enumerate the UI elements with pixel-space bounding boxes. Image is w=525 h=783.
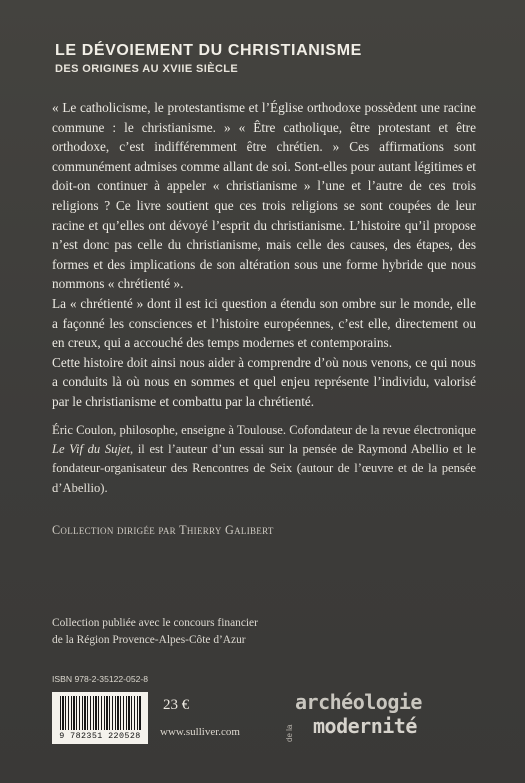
barcode-digits: 9 782351 220528 [59, 731, 141, 741]
publisher-website: www.sulliver.com [160, 726, 240, 738]
price: 23 € [163, 697, 190, 713]
funding-note [52, 615, 352, 649]
barcode-bars [60, 696, 142, 730]
series-logo [283, 690, 465, 746]
series-logo-bottom: modernité [313, 714, 417, 738]
author-bio [52, 421, 476, 498]
author-bio-start: Éric Coulon, philosophe, enseigne à Toulouse. Cofondateur de la revue électronique [52, 423, 476, 437]
funding-note-line-1: Collection publiée avec le concours financier [52, 617, 258, 629]
funding-note-line-2: de la Région Provence-Alpes-Côte d’Azur [52, 634, 246, 646]
series-logo-middle: de la [285, 724, 294, 742]
isbn: ISBN 978-2-35122-052-8 [52, 674, 149, 684]
journal-title: Le Vif du Sujet [52, 442, 131, 457]
book-title: LE DÉVOIEMENT DU CHRISTIANISME [55, 42, 362, 59]
author-bio-end: , il est l’auteur d’un essai sur la pensée de Raymond Abellio et le fondateur-organisateur des Rencontres de Seix (autour de l’œuvre et de la pensée d’Abellio). [52, 442, 476, 495]
series-logo-top: archéologie [295, 690, 422, 714]
book-subtitle: DES ORIGINES AU XVIIE SIÈCLE [55, 63, 239, 75]
blurb-paragraph-2: La « chrétienté » dont il est ici question a étendu son ombre sur le monde, elle a façonné les consciences et l’histoire européennes, c’est elle, directement ou en creux, qui a accouché des temps modernes et contemporains. [52, 295, 476, 351]
back-cover-blurb [52, 98, 476, 412]
barcode [52, 692, 148, 744]
blurb-paragraph-3: Cette histoire doit ainsi nous aider à comprendre d’où nous venons, ce qui nous a conduits là où nous en sommes et quel enjeu représente l’individu, valorisé par le christianisme et combattu par la chrétienté. [52, 354, 476, 409]
collection-director: Collection dirigée par Thierry Galibert [52, 523, 274, 537]
blurb-paragraph-1: « Le catholicisme, le protestantisme et l’Église orthodoxe possèdent une racine commune : le christianisme. » « Être catholique, être protestant et être orthodoxe, c’est indifféremment être chrétien. » Ces affirmations sont communément admises comme allant de soi. Sont-elles pour autant légitimes et doit-on continuer à appeler « christianisme » l’une et l’autre de ces trois religions ? Ce livre soutient que ces trois religions se sont coupées de leur racine et qu’elles ont dévoyé l’esprit du christianisme. L’histoire qu’il propose n’est donc pas celle du christianisme, mais celle des causes, des étapes, des formes et des implications de son altération sous une forme hybride que nous nommons « chrétienté ». [52, 100, 476, 292]
